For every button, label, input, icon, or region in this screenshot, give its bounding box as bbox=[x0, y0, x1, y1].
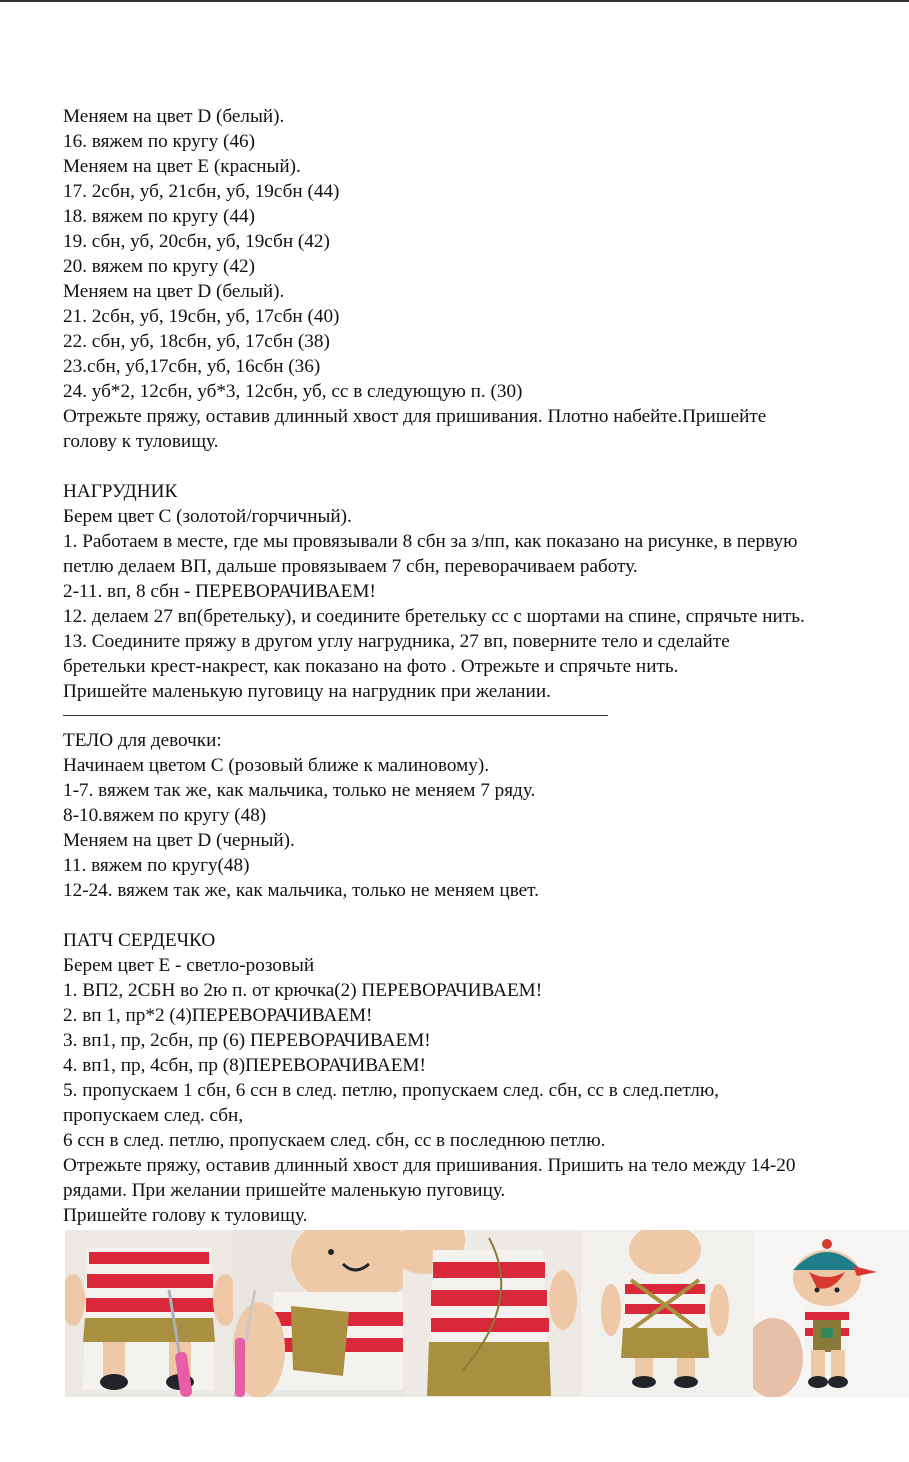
text-line: Пришейте маленькую пуговицу на нагрудник при желании. bbox=[63, 681, 551, 702]
text-line: Меняем на цвет D (черный). bbox=[63, 830, 295, 851]
photo-2 bbox=[233, 1230, 403, 1397]
text-line: пропускаем след. сбн, bbox=[63, 1105, 244, 1126]
text-line: Берем цвет E - светло-розовый bbox=[63, 955, 315, 976]
text-line: рядами. При желании пришейте маленькую пуговицу. bbox=[63, 1180, 506, 1201]
section-heart-patch bbox=[63, 928, 905, 1228]
document-text bbox=[63, 104, 905, 1228]
text-line: 8-10.вяжем по кругу (48) bbox=[63, 805, 267, 826]
text-line: 20. вяжем по кругу (42) bbox=[63, 256, 256, 277]
spacer bbox=[63, 903, 905, 928]
text-line: Отрежьте пряжу, оставив длинный хвост для пришивания. Пришить на тело между 14-20 bbox=[63, 1155, 796, 1176]
text-line: 16. вяжем по кругу (46) bbox=[63, 131, 256, 152]
section-bib bbox=[63, 479, 905, 704]
text-line: 5. пропускаем 1 сбн, 6 ссн в след. петлю, пропускаем след. сбн, сс в след.петлю, bbox=[63, 1080, 719, 1101]
text-line: Меняем на цвет D (белый). bbox=[63, 281, 285, 302]
text-line: 4. вп1, пр, 4сбн, пр (8)ПЕРЕВОРАЧИВАЕМ! bbox=[63, 1055, 426, 1076]
text-line: 24. уб*2, 12сбн, уб*3, 12сбн, уб, сс в следующую п. (30) bbox=[63, 381, 523, 402]
text-line: 23.сбн, уб,17сбн, уб, 16сбн (36) bbox=[63, 356, 321, 377]
text-line: 19. сбн, уб, 20сбн, уб, 19сбн (42) bbox=[63, 231, 330, 252]
text-line: голову к туловищу. bbox=[63, 431, 219, 452]
text-line: петлю делаем ВП, дальше провязываем 7 сбн, переворачиваем работу. bbox=[63, 556, 638, 577]
photo-5 bbox=[753, 1230, 909, 1397]
photo-3-illustration bbox=[403, 1230, 581, 1397]
text-line: 1. Работаем в месте, где мы провязывали 8 сбн за з/пп, как показано на рисунке, в первую bbox=[63, 531, 798, 552]
section-heading: ПАТЧ СЕРДЕЧКО bbox=[63, 930, 216, 951]
section-heading: ТЕЛО для девочки: bbox=[63, 730, 222, 751]
text-line: Меняем на цвет D (белый). bbox=[63, 106, 285, 127]
photo-4-illustration bbox=[581, 1230, 753, 1397]
text-line: 11. вяжем по кругу(48) bbox=[63, 855, 250, 876]
text-line: 18. вяжем по кругу (44) bbox=[63, 206, 256, 227]
horizontal-rule bbox=[63, 715, 608, 716]
text-line: 13. Соедините пряжу в другом углу нагрудника, 27 вп, поверните тело и сделайте bbox=[63, 631, 730, 652]
text-line: 21. 2сбн, уб, 19сбн, уб, 17сбн (40) bbox=[63, 306, 340, 327]
text-line: 22. сбн, уб, 18сбн, уб, 17сбн (38) bbox=[63, 331, 330, 352]
text-line: 12. делаем 27 вп(бретельку), и соедините бретельку сс с шортами на спине, спрячьте нить. bbox=[63, 606, 805, 627]
photo-5-illustration bbox=[753, 1230, 909, 1397]
text-line: 6 ссн в след. петлю, пропускаем след. сбн, сс в последнюю петлю. bbox=[63, 1130, 606, 1151]
photo-4 bbox=[581, 1230, 753, 1397]
text-line: 17. 2сбн, уб, 21сбн, уб, 19сбн (44) bbox=[63, 181, 340, 202]
text-line: 2. вп 1, пр*2 (4)ПЕРЕВОРАЧИВАЕМ! bbox=[63, 1005, 373, 1026]
spacer bbox=[63, 454, 905, 479]
text-line: 1. ВП2, 2СБН во 2ю п. от крючка(2) ПЕРЕВОРАЧИВАЕМ! bbox=[63, 980, 543, 1001]
text-line: Меняем на цвет E (красный). bbox=[63, 156, 301, 177]
section-head-rows bbox=[63, 104, 905, 454]
text-line: Берем цвет С (золотой/горчичный). bbox=[63, 506, 352, 527]
text-line: Отрежьте пряжу, оставив длинный хвост для пришивания. Плотно набейте.Пришейте bbox=[63, 406, 767, 427]
photo-1-illustration bbox=[65, 1230, 233, 1397]
text-line: Начинаем цветом С (розовый ближе к малиновому). bbox=[63, 755, 490, 776]
text-line: Пришейте голову к туловищу. bbox=[63, 1205, 308, 1226]
top-border-line bbox=[0, 0, 909, 2]
photo-strip bbox=[65, 1230, 909, 1397]
photo-3 bbox=[403, 1230, 581, 1397]
text-line: 12-24. вяжем так же, как мальчика, только не меняем цвет. bbox=[63, 880, 539, 901]
section-heading: НАГРУДНИК bbox=[63, 481, 178, 502]
section-girl-body bbox=[63, 728, 905, 903]
text-line: 3. вп1, пр, 2сбн, пр (6) ПЕРЕВОРАЧИВАЕМ! bbox=[63, 1030, 431, 1051]
text-line: бретельки крест-накрест, как показано на фото . Отрежьте и спрячьте нить. bbox=[63, 656, 679, 677]
photo-1 bbox=[65, 1230, 233, 1397]
text-line: 2-11. вп, 8 сбн - ПЕРЕВОРАЧИВАЕМ! bbox=[63, 581, 376, 602]
photo-2-illustration bbox=[233, 1230, 403, 1397]
text-line: 1-7. вяжем так же, как мальчика, только не меняем 7 ряду. bbox=[63, 780, 536, 801]
